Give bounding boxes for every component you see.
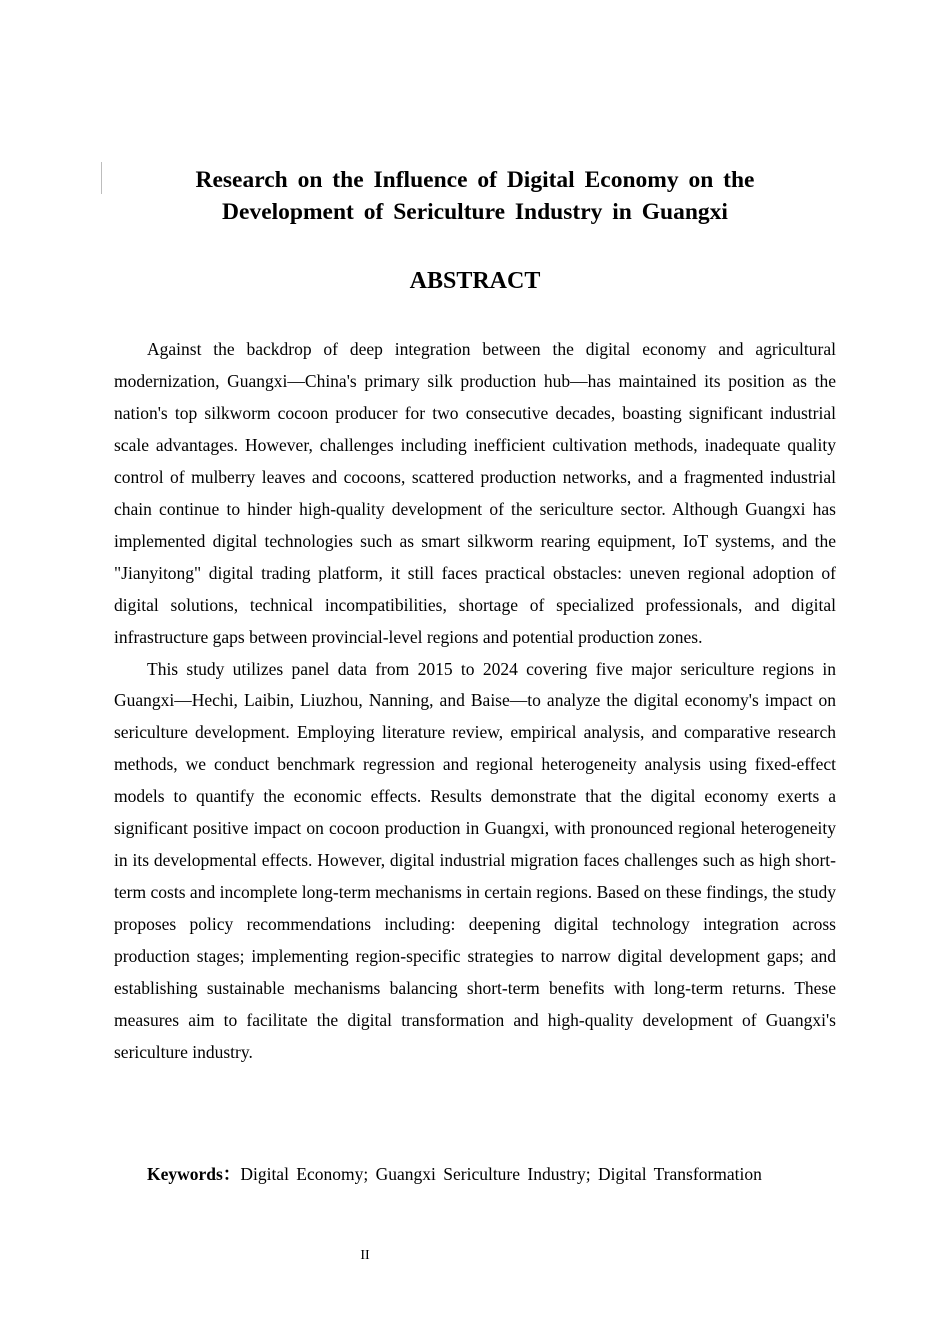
- paper-title-line-1: Research on the Influence of Digital Economy on the: [195, 167, 755, 193]
- paper-title: [150, 164, 800, 228]
- margin-marker-line: [101, 162, 102, 194]
- abstract-paragraph-1: Against the backdrop of deep integration between the digital economy and agricultural modernization, Guangxi—China's primary silk production hub—has maintained its position as the nation's top silkworm cocoon producer for two consecutive decades, boasting significant industrial scale advantages. However, challenges including inefficient cultivation methods, inadequate quality control of mulberry leaves and cocoons, scattered production networks, and a fragmented industrial chain continue to hinder high-quality development of the sericulture sector. Although Guangxi has implemented digital technologies such as smart silkworm rearing equipment, IoT systems, and the "Jianyitong" digital trading platform, it still faces practical obstacles: uneven regional adoption of digital solutions, technical incompatibilities, shortage of specialized professionals, and digital infrastructure gaps between provincial-level regions and potential production zones.: [114, 339, 836, 647]
- abstract-paragraph-2: This study utilizes panel data from 2015 to 2024 covering five major sericulture regions in Guangxi—Hechi, Laibin, Liuzhou, Nanning, and Baise—to analyze the digital economy's impact on sericulture development. Employing literature review, empirical analysis, and comparative research methods, we conduct benchmark regression and regional heterogeneity analysis using fixed-effect models to quantify the economic effects. Results demonstrate that the digital economy exerts a significant positive impact on cocoon production in Guangxi, with pronounced regional heterogeneity in its developmental effects. However, digital industrial migration faces challenges such as high short-term costs and incomplete long-term mechanisms in certain regions. Based on these findings, the study proposes policy recommendations including: deepening digital technology integration across production stages; implementing region-specific strategies to narrow digital development gaps; and establishing sustainable mechanisms balancing short-term benefits with long-term returns. These measures aim to facilitate the digital transformation and high-quality development of Guangxi's sericulture industry.: [114, 658, 836, 1062]
- paper-title-line-2: Development of Sericulture Industry in Guangxi: [222, 199, 728, 225]
- keywords-list: Digital Economy; Guangxi Sericulture Industry; Digital Transformation: [240, 1164, 762, 1184]
- keywords-line: [147, 1158, 867, 1190]
- page-number: II: [360, 1248, 370, 1263]
- keywords-label: Keywords：: [147, 1164, 241, 1184]
- abstract-heading: ABSTRACT: [409, 268, 541, 294]
- abstract-body: [114, 334, 836, 1069]
